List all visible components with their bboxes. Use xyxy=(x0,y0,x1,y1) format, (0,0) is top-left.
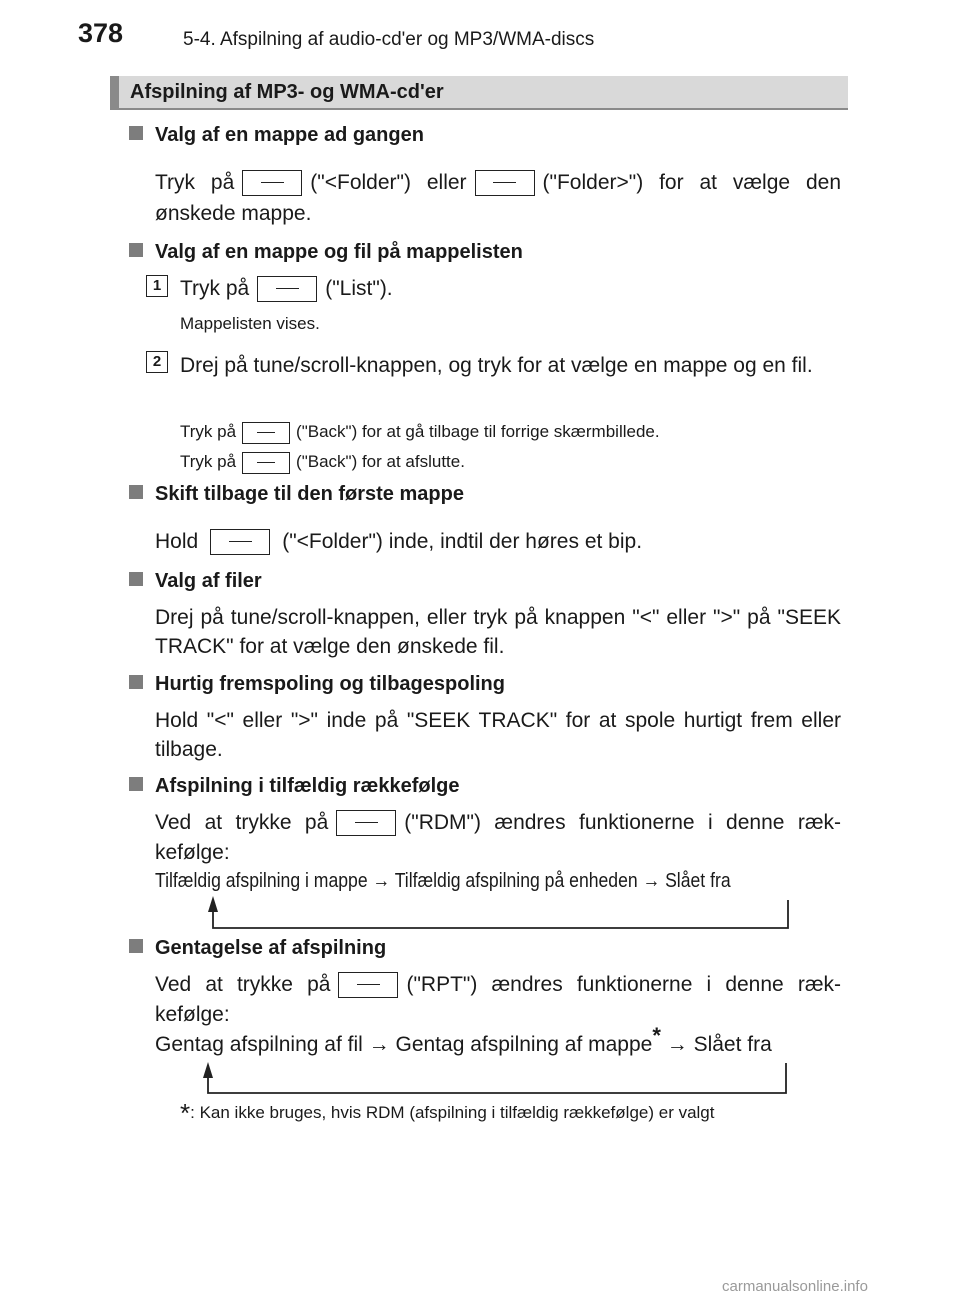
step-2-badge: 2 xyxy=(146,351,168,373)
step-1-badge: 1 xyxy=(146,275,168,297)
repeat-sequence: Gentag afspilning af fil → Gentag afspilning af mappe* → Slået fra xyxy=(155,1023,772,1056)
back-note-2: Tryk på ("Back") for at afslutte. xyxy=(180,450,465,474)
step-1-note: Mappelisten vises. xyxy=(180,314,320,333)
random-text-line1: Ved at trykke på ("RDM") ændres funktionerne i denne ræk- xyxy=(155,808,841,837)
step-1-text: Tryk på ("List"). xyxy=(180,274,840,303)
footnote-asterisk: * xyxy=(180,1098,191,1128)
watermark: carmanualsonline.info xyxy=(722,1278,868,1295)
arrow-right-icon: → xyxy=(642,870,661,892)
heading-repeat: Gentagelse af afspilning xyxy=(129,937,386,960)
heading-list: Valg af en mappe og fil på mappelisten xyxy=(129,241,523,264)
folder-text-line2: ønskede mappe. xyxy=(155,202,312,225)
arrow-right-icon: → xyxy=(666,1033,688,1056)
arrow-right-icon: → xyxy=(372,870,391,892)
heading-first-folder: Skift tilbage til den første mappe xyxy=(129,483,464,506)
heading-files: Valg af filer xyxy=(129,570,262,593)
repeat-text-line1: Ved at trykke på ("RPT") ændres funktionerne i denne ræk- xyxy=(155,970,841,999)
first-folder-text: Hold ("<Folder") inde, indtil der høres et bip. xyxy=(155,527,841,556)
random-text-line2: kefølge: xyxy=(155,841,230,864)
fast-text: Hold "<" eller ">" inde på "SEEK TRACK" for at spole hurtigt frem eller tilbage. xyxy=(155,709,841,761)
heading-folder: Valg af en mappe ad gangen xyxy=(129,124,424,147)
heading-random: Afspilning i tilfældig rækkefølge xyxy=(129,775,459,798)
footnote-marker: * xyxy=(652,1023,661,1048)
heading-fast: Hurtig fremspoling og tilbagespoling xyxy=(129,673,505,696)
step-2-text: Drej på tune/scroll-knappen, og tryk for at vælge en mappe og en fil. xyxy=(180,354,813,377)
random-sequence: Tilfældig afspilning i mappe → Tilfældig afspilning på enheden → Slået fra xyxy=(155,870,731,892)
files-text: Drej på tune/scroll-knappen, eller tryk på knappen "<" eller ">" på "SEEK TRACK" for at vælge den ønskede fil. xyxy=(155,606,841,658)
chapter-title: 5-4. Afspilning af audio-cd'er og MP3/WMA-discs xyxy=(183,29,595,50)
arrow-right-icon: → xyxy=(368,1033,390,1056)
repeat-text-line2: kefølge: xyxy=(155,1003,230,1026)
back-note-1: Tryk på ("Back") for at gå tilbage til forrige skærmbillede. xyxy=(180,420,660,444)
section-title: Afspilning af MP3- og WMA-cd'er xyxy=(130,81,444,103)
footnote: *: Kan ikke bruges, hvis RDM (afspilning i tilfældig rækkefølge) er valgt xyxy=(180,1098,715,1128)
page-number: 378 xyxy=(78,18,124,48)
folder-text-line1: Tryk på ("<Folder") eller ("Folder>") for at vælge den xyxy=(155,168,841,197)
